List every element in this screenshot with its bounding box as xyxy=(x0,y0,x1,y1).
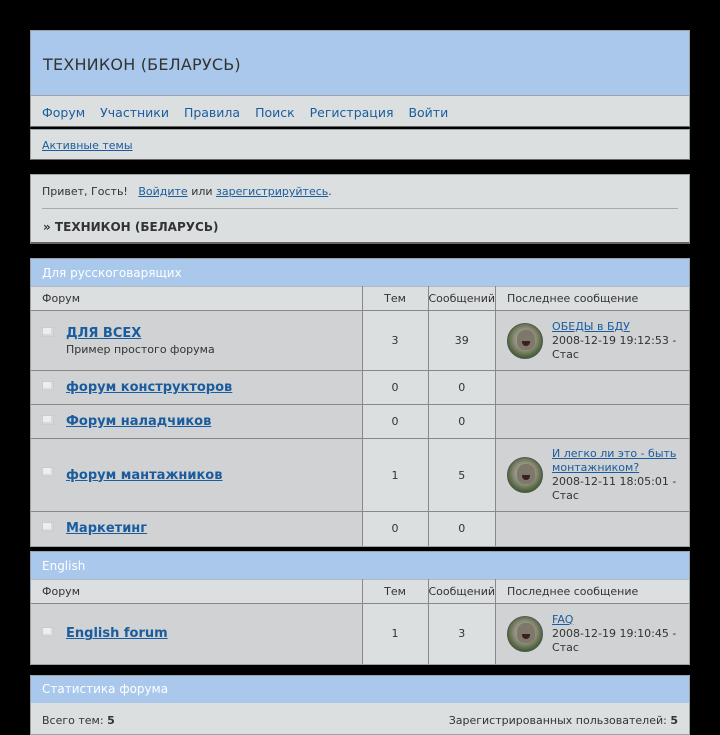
forum-status-icon xyxy=(42,327,54,337)
forum-status-icon xyxy=(42,381,54,391)
last-post-cell xyxy=(496,371,689,405)
posts-count: 0 xyxy=(428,512,496,546)
table-row xyxy=(31,604,689,664)
topics-count: 0 xyxy=(362,512,428,546)
nav-register[interactable]: Регистрация xyxy=(309,105,394,120)
posts-count: 39 xyxy=(428,311,496,371)
last-post-cell xyxy=(496,512,689,546)
nav-rules[interactable]: Правила xyxy=(183,105,241,120)
posts-count: 3 xyxy=(428,604,496,664)
nav-members[interactable]: Участники xyxy=(100,105,169,120)
forum-cell xyxy=(31,311,362,371)
avatar xyxy=(507,616,543,652)
last-post-cell xyxy=(496,405,689,439)
forum-table xyxy=(31,286,689,546)
register-link[interactable]: зарегистрируйтесь xyxy=(216,185,329,198)
col-topics: Тем xyxy=(362,287,428,311)
last-post-cell xyxy=(496,439,689,512)
forum-description: Пример простого форума xyxy=(66,342,215,356)
forum-link[interactable]: Форум наладчиков xyxy=(66,414,212,429)
table-row xyxy=(31,311,689,371)
table-header-row xyxy=(31,580,689,604)
last-post-date: 2008-12-11 18:05:01 - xyxy=(552,475,677,488)
last-post-link[interactable]: И легко ли это - быть монтажником? xyxy=(552,447,677,474)
col-posts: Сообщений xyxy=(428,287,496,311)
nav-search[interactable]: Поиск xyxy=(255,105,295,120)
category-english xyxy=(30,551,690,665)
forum-link[interactable]: форум конструкторов xyxy=(66,380,233,395)
breadcrumb: » ТЕХНИКОН (БЕЛАРУСЬ) xyxy=(43,220,219,234)
last-post-date: 2008-12-19 19:12:53 - xyxy=(552,333,677,347)
forum-status-icon xyxy=(42,415,54,425)
col-last: Последнее сообщение xyxy=(496,580,689,604)
registered-users-label: Зарегистрированных пользователей: xyxy=(448,714,667,727)
last-post-author: Стас xyxy=(552,347,579,361)
col-forum: Форум xyxy=(31,580,362,604)
topics-count: 1 xyxy=(362,604,428,664)
forum-link[interactable]: форум мантажников xyxy=(66,467,223,483)
nav-login[interactable]: Войти xyxy=(408,105,449,120)
forum-table xyxy=(31,579,689,664)
topics-count: 1 xyxy=(362,439,428,512)
last-post-author: Стас xyxy=(552,640,579,654)
stats-title: Статистика форума xyxy=(31,676,689,703)
total-topics-value: 5 xyxy=(107,714,115,727)
last-post-date: 2008-12-19 19:10:45 - xyxy=(552,626,677,640)
last-post-link[interactable]: FAQ xyxy=(552,612,574,626)
total-topics xyxy=(42,714,115,727)
period: . xyxy=(328,185,332,198)
registered-users xyxy=(449,714,678,727)
topics-count: 3 xyxy=(362,311,428,371)
table-row xyxy=(31,439,689,512)
or-text: или xyxy=(191,185,213,198)
last-post-cell xyxy=(496,311,689,371)
total-topics-label: Всего тем: xyxy=(42,714,104,727)
posts-count: 0 xyxy=(428,405,496,439)
forum-status-icon xyxy=(42,522,54,532)
greeting xyxy=(42,185,332,198)
table-header-row xyxy=(31,287,689,311)
active-topics-link[interactable]: Активные темы xyxy=(42,139,133,152)
category-title: Для русскоговарящих xyxy=(31,259,689,286)
greeting-text: Привет, Гость! xyxy=(42,185,128,198)
col-last: Последнее сообщение xyxy=(496,287,689,311)
registered-users-value: 5 xyxy=(670,714,678,727)
forum-cell xyxy=(31,371,362,405)
forum-link[interactable]: ДЛЯ ВСЕХ xyxy=(66,325,142,341)
welcome-panel xyxy=(30,174,690,244)
category-title: English xyxy=(31,552,689,579)
last-post-author: Стас xyxy=(552,489,579,502)
avatar xyxy=(507,323,543,359)
table-row xyxy=(31,371,689,405)
main-nav xyxy=(30,95,690,127)
last-post-cell xyxy=(496,604,689,664)
forum-stats xyxy=(30,675,690,735)
nav-forum[interactable]: Форум xyxy=(42,105,86,120)
forum-status-icon xyxy=(42,627,54,637)
forum-cell xyxy=(31,405,362,439)
forum-cell xyxy=(31,439,362,512)
last-post-link[interactable]: ОБЕДЫ в БДУ xyxy=(552,319,630,333)
sub-nav xyxy=(30,129,690,160)
topics-count: 0 xyxy=(362,405,428,439)
divider xyxy=(42,208,678,209)
avatar xyxy=(507,457,543,493)
forum-status-icon xyxy=(42,467,54,477)
table-row xyxy=(31,512,689,546)
posts-count: 5 xyxy=(428,439,496,512)
site-header xyxy=(30,30,690,96)
col-forum: Форум xyxy=(31,287,362,311)
col-topics: Тем xyxy=(362,580,428,604)
forum-link[interactable]: English forum xyxy=(66,626,168,642)
topics-count: 0 xyxy=(362,371,428,405)
login-link[interactable]: Войдите xyxy=(138,185,188,198)
site-title: ТЕХНИКОН (БЕЛАРУСЬ) xyxy=(43,55,241,74)
category-russian xyxy=(30,258,690,547)
forum-link[interactable]: Маркетинг xyxy=(66,521,148,537)
table-row xyxy=(31,405,689,439)
col-posts: Сообщений xyxy=(428,580,496,604)
forum-cell xyxy=(31,604,362,664)
forum-cell xyxy=(31,512,362,546)
posts-count: 0 xyxy=(428,371,496,405)
